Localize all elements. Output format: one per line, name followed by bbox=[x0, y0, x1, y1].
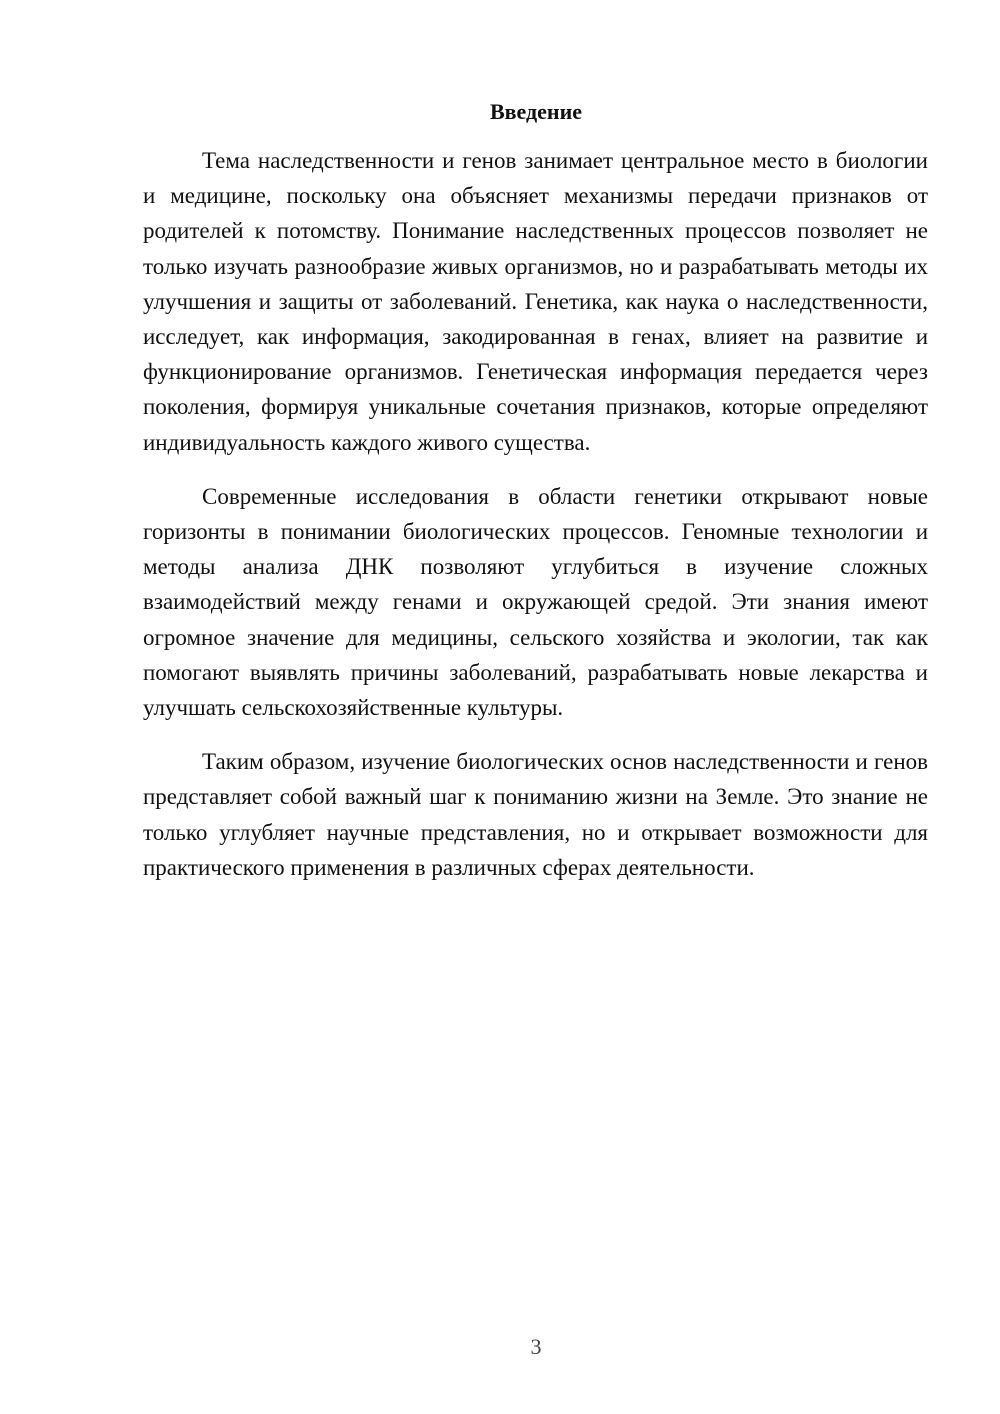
page-number: 3 bbox=[530, 1334, 542, 1359]
section-heading: Введение bbox=[489, 99, 583, 124]
paragraph-3: Таким образом, изучение биологических основ наследственности и генов представляет собой важный шаг к пониманию жизни на Земле. Это знание не только углубляет научные представления, но и открывает возможности для практического применения в различных сферах деятельности. bbox=[143, 749, 928, 880]
paragraph-2: Современные исследования в области генетики открывают новые горизонты в понимании биологических процессов. Геномные технологии и методы анализа ДНК позволяют углубиться в изучение сложных взаимодействий между генами и окружающей средой. Эти знания имеют огромное значение для медицины, сельского хозяйства и экологии, так как помогают выявлять причины заболеваний, разрабатывать новые лекарства и улучшать сельскохозяйственные культуры. bbox=[143, 483, 928, 721]
body-text bbox=[143, 143, 928, 885]
paragraph-1: Тема наследственности и генов занимает центральное место в биологии и медицине, поскольку она объясняет механизмы передачи признаков от родителей к потомству. Понимание наследственных процессов позволяет не только изучать разнообразие живых организмов, но и разрабатывать методы их улучшения и защиты от заболеваний. Генетика, как наука о наследственности, исследует, как информация, закодированная в генах, влияет на развитие и функционирование организмов. Генетическая информация передается через поколения, формируя уникальные сочетания признаков, которые определяют индивидуальность каждого живого существа. bbox=[143, 148, 928, 455]
